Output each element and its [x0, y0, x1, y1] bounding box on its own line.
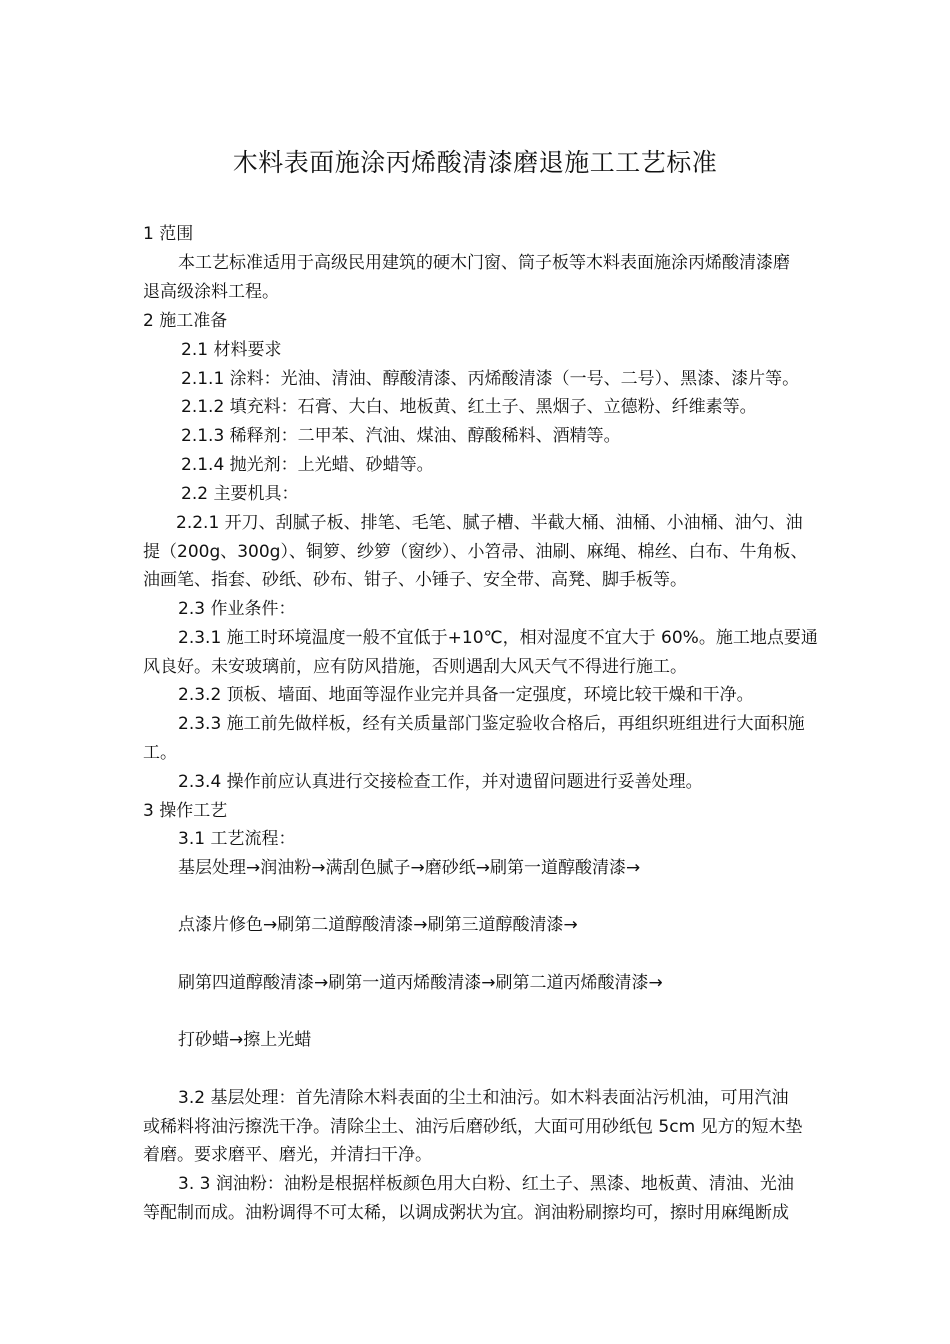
paragraph-line: 着磨。要求磨平、磨光，并清扫干净。: [143, 1145, 432, 1165]
subsection-heading: 2.2 主要机具：: [181, 484, 299, 504]
paragraph-line: 2.1.4 抛光剂：上光蜡、砂蜡等。: [181, 455, 434, 475]
paragraph-line: 3.2 基层处理：首先清除木料表面的尘土和油污。如木料表面沾污机油，可用汽油: [178, 1088, 789, 1108]
paragraph-line: 2.1.1 涂料：光油、清油、醇酸清漆、丙烯酸清漆（一号、二号）、黑漆、漆片等。: [181, 369, 800, 389]
process-flow-line: 刷第四道醇酸清漆→刷第一道丙烯酸清漆→刷第二道丙烯酸清漆→: [178, 973, 663, 993]
process-flow-line: 点漆片修色→刷第二道醇酸清漆→刷第三道醇酸清漆→: [178, 915, 578, 935]
paragraph-line: 2.1.3 稀释剂：二甲苯、汽油、煤油、醇酸稀料、酒精等。: [181, 426, 621, 446]
paragraph-line: 3. 3 润油粉：油粉是根据样板颜色用大白粉、红土子、黑漆、地板黄、清油、光油: [178, 1174, 794, 1194]
paragraph-line: 退高级涂料工程。: [143, 282, 279, 302]
section-3-heading: 3 操作工艺: [143, 801, 228, 821]
paragraph-line: 等配制而成。油粉调得不可太稀，以调成粥状为宜。润油粉刷擦均可，擦时用麻绳断成: [143, 1203, 789, 1223]
section-1-heading: 1 范围: [143, 224, 194, 244]
section-2-heading: 2 施工准备: [143, 311, 228, 331]
paragraph-line: 2.1.2 填充料：石膏、大白、地板黄、红土子、黑烟子、立德粉、纤维素等。: [181, 397, 757, 417]
subsection-heading: 3.1 工艺流程：: [178, 829, 296, 849]
subsection-heading: 2.3 作业条件：: [178, 599, 296, 619]
paragraph-line: 2.3.1 施工时环境温度一般不宜低于+10℃，相对湿度不宜大于 60%。施工地点要通: [178, 628, 818, 648]
subsection-heading: 2.1 材料要求: [181, 340, 282, 360]
paragraph-line: 2.2.1 开刀、刮腻子板、排笔、毛笔、腻子槽、半截大桶、油桶、小油桶、油勺、油: [176, 513, 803, 533]
paragraph-line: 2.3.3 施工前先做样板，经有关质量部门鉴定验收合格后，再组织班组进行大面积施: [178, 714, 805, 734]
paragraph-line: 提（200g、300g）、铜箩、纱箩（窗纱）、小笤帚、油刷、麻绳、棉丝、白布、牛角板、: [143, 542, 808, 562]
paragraph-line: 工。: [143, 743, 177, 763]
process-flow-line: 基层处理→润油粉→满刮色腻子→磨砂纸→刷第一道醇酸清漆→: [178, 858, 641, 878]
paragraph-line: 油画笔、指套、砂纸、砂布、钳子、小锤子、安全带、高凳、脚手板等。: [143, 570, 687, 590]
process-flow-line: 打砂蜡→擦上光蜡: [178, 1030, 312, 1050]
document-title: 木料表面施涂丙烯酸清漆磨退施工工艺标准: [232, 148, 718, 177]
paragraph-line: 本工艺标准适用于高级民用建筑的硬木门窗、筒子板等木料表面施涂丙烯酸清漆磨: [178, 253, 790, 273]
paragraph-line: 风良好。未安玻璃前，应有防风措施，否则遇刮大风天气不得进行施工。: [143, 657, 687, 677]
paragraph-line: 2.3.2 顶板、墙面、地面等湿作业完并具备一定强度，环境比较干燥和干净。: [178, 685, 754, 705]
paragraph-line: 或稀料将油污擦洗干净。清除尘土、油污后磨砂纸，大面可用砂纸包 5cm 见方的短木垫: [143, 1117, 803, 1137]
paragraph-line: 2.3.4 操作前应认真进行交接检查工作，并对遗留问题进行妥善处理。: [178, 772, 703, 792]
